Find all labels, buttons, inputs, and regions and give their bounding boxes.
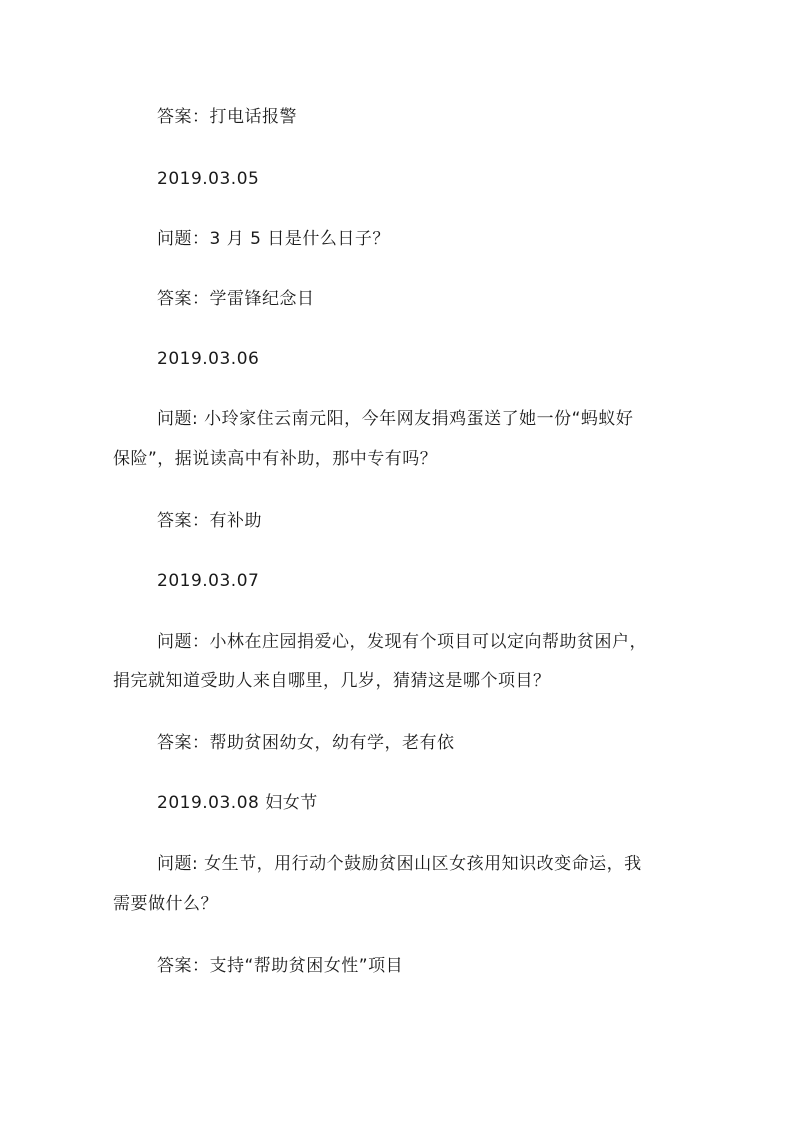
date-line: 2019.03.08 妇女节 [157, 793, 318, 813]
question-line: 问题: 小玲家住云南元阳，今年网友捐鸡蛋送了她一份“蚂蚁好 [157, 409, 634, 429]
question-line: 问题：小林在庄园捐爱心，发现有个项目可以定向帮助贫困户， [157, 632, 647, 652]
question-line-continued: 捐完就知道受助人来自哪里，几岁，猜猜这是哪个项目？ [113, 671, 551, 691]
question-line: 问题: 女生节，用行动个鼓励贫困山区女孩用知识改变命运，我 [157, 854, 642, 874]
question-line-continued: 需要做什么？ [113, 894, 218, 914]
date-line: 2019.03.05 [157, 169, 260, 189]
date-line: 2019.03.07 [157, 571, 260, 591]
answer-line: 答案：学雷锋纪念日 [157, 289, 315, 309]
answer-line: 答案：帮助贫困幼女，幼有学，老有依 [157, 733, 455, 753]
question-line: 问题：3 月 5 日是什么日子？ [157, 229, 390, 249]
answer-line: 答案：支持“帮助贫困女性”项目 [157, 956, 404, 976]
answer-line: 答案：有补助 [157, 511, 262, 531]
question-line-continued: 保险”，据说读高中有补助，那中专有吗？ [113, 449, 438, 469]
date-line: 2019.03.06 [157, 349, 260, 369]
answer-line: 答案：打电话报警 [157, 107, 297, 127]
